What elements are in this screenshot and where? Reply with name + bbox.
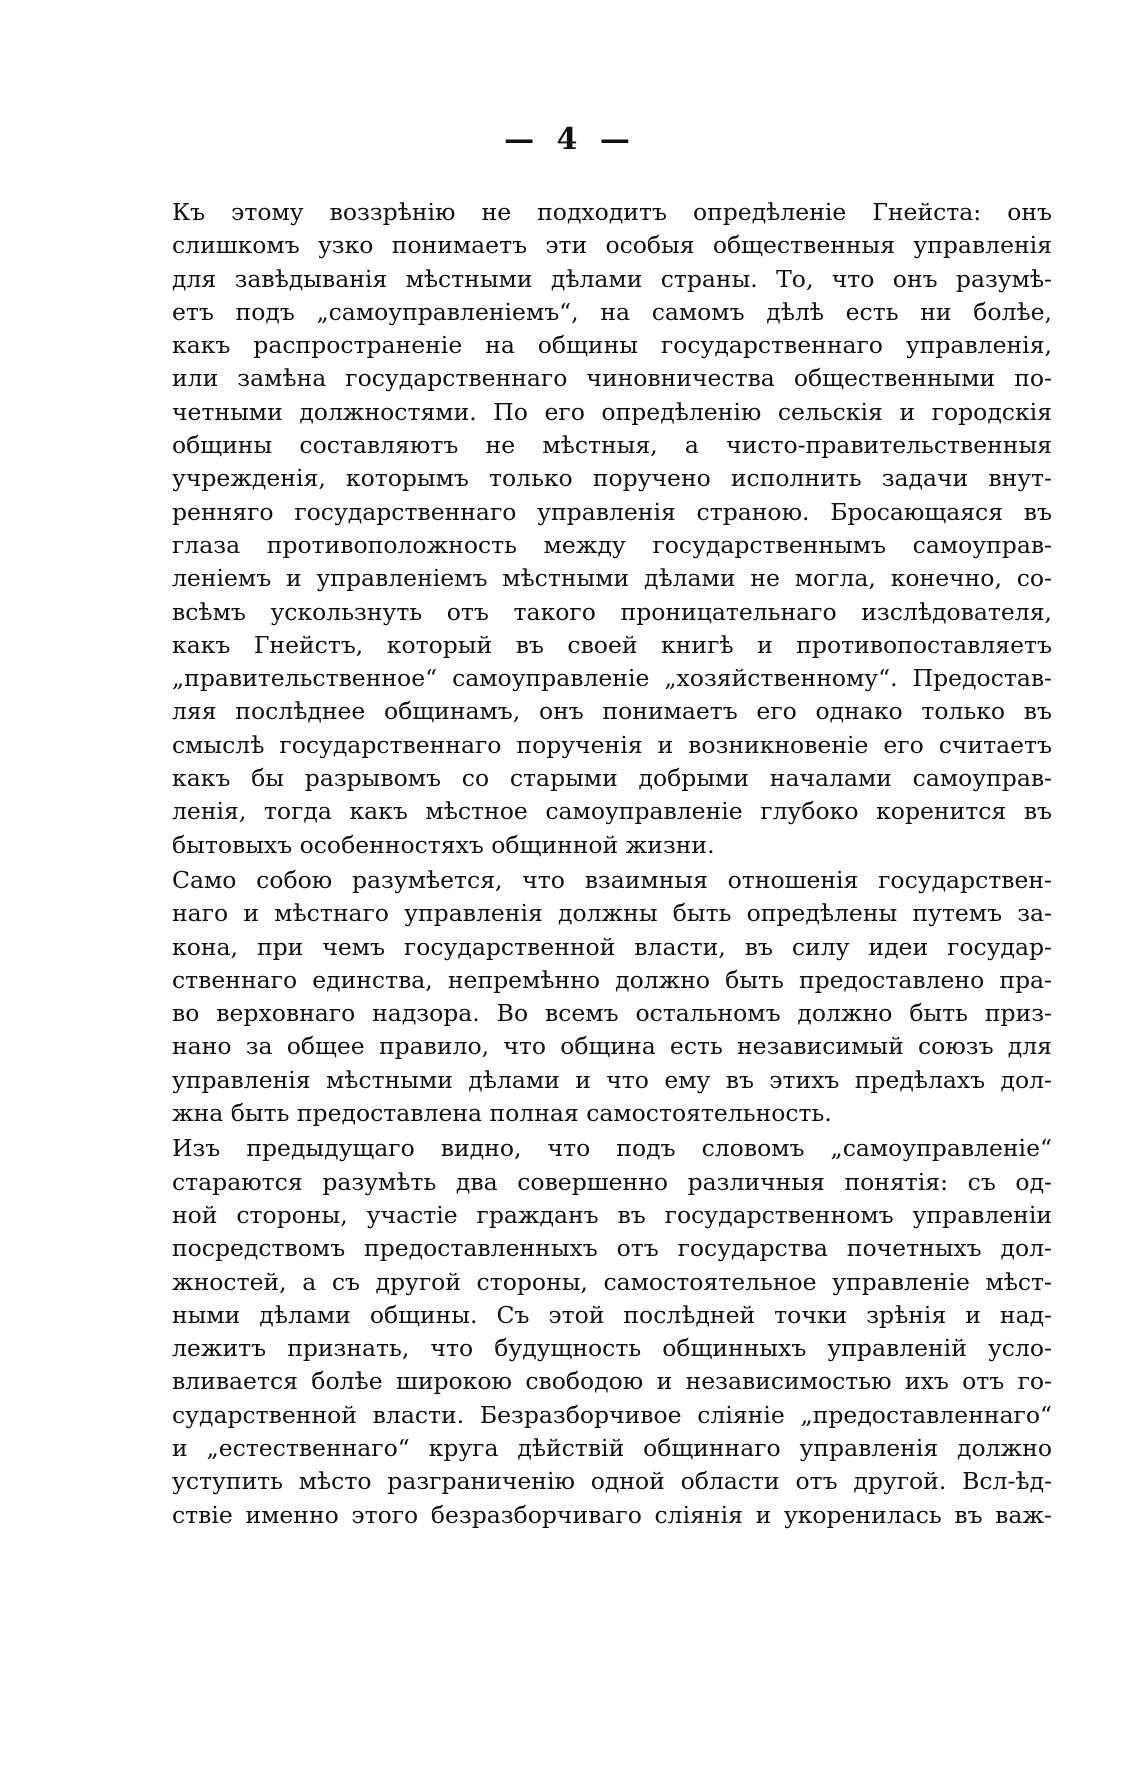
text-line: бытовыхъ особенностяхъ общинной жизни. (172, 830, 715, 859)
text-line: ренняго государственнаго управленія страною. Бросающаяся въ (172, 497, 1052, 526)
text-line: слишкомъ узко понимаетъ эти особыя общественныя управленія (172, 231, 1052, 260)
text-line: ленія, тогда какъ мѣстное самоуправленіе глубоко коренится въ (172, 797, 1052, 826)
paragraph (172, 1132, 1052, 1532)
text-line: какъ бы разрывомъ со старыми добрыми началами самоуправ- (172, 764, 1052, 793)
text-line: и „естественнаго“ круга дѣйствій общиннаго управленія должно (172, 1433, 1052, 1462)
text-line: во верховнаго надзора. Во всемъ остальномъ должно быть приз- (172, 999, 1052, 1028)
text-line: стараются разумѣть два совершенно различныя понятія: съ од- (172, 1167, 1052, 1196)
text-line: вливается болѣе широкою свободою и независимостью ихъ отъ го- (172, 1367, 1052, 1396)
text-line: ной стороны, участіе гражданъ въ государственномъ управленіи (172, 1200, 1052, 1229)
text-line: для завѣдыванія мѣстными дѣлами страны. То, что онъ разумѣ- (172, 264, 1052, 293)
text-line: етъ подъ „самоуправленіемъ“, на самомъ дѣлѣ есть ни болѣе, (172, 297, 1052, 326)
text-line: или замѣна государственнаго чиновничества общественными по- (172, 364, 1052, 393)
text-line: ствіе именно этого безразборчиваго сліянія и укоренилась въ важ- (172, 1500, 1052, 1529)
paragraph (172, 864, 1052, 1130)
text-line: Само собою разумѣется, что взаимныя отношенія государствен- (172, 865, 1052, 894)
text-line: четными должностями. По его опредѣленію сельскія и городскія (172, 397, 1052, 426)
paragraph (172, 196, 1052, 862)
text-line: „правительственное“ самоуправленіе „хозяйственному“. Предостав- (172, 664, 1052, 693)
text-line: Изъ предыдущаго видно, что подъ словомъ „самоуправленіе“ (172, 1134, 1052, 1163)
text-line: кона, при чемъ государственной власти, въ силу идеи государ- (172, 932, 1052, 961)
text-line: жностей, а съ другой стороны, самостоятельное управленіе мѣст- (172, 1267, 1052, 1296)
text-line: какъ распространеніе на общины государственнаго управленія, (172, 331, 1052, 360)
text-line: лежитъ признать, что будущность общинныхъ управленій усло- (172, 1334, 1052, 1363)
text-line: Къ этому воззрѣнію не подходитъ опредѣленіе Гнейста: онъ (172, 198, 1052, 226)
text-line: наго и мѣстнаго управленія должны быть опредѣлены путемъ за- (172, 899, 1052, 928)
text-line: какъ Гнейстъ, который въ своей книгѣ и противопоставляетъ (172, 630, 1052, 659)
text-line: нано за общее правило, что община есть независимый союзъ для (172, 1032, 1052, 1061)
text-line: всѣмъ ускользнуть отъ такого проницательнаго изслѣдователя, (172, 597, 1052, 626)
text-line: уступить мѣсто разграниченію одной области отъ другой. Всл-ѣд- (172, 1467, 1052, 1496)
text-line: учрежденія, которымъ только поручено исполнить задачи внут- (172, 464, 1052, 493)
text-line: глаза противоположность между государственнымъ самоуправ- (172, 530, 1052, 559)
text-line: жна быть предоставлена полная самостоятельность. (172, 1099, 832, 1128)
text-line: смыслѣ государственнаго порученія и возникновеніе его считаетъ (172, 730, 1052, 759)
page-number: — 4 — (504, 122, 636, 157)
text-line: ственнаго единства, непремѣнно должно быть предоставлено пра- (172, 965, 1052, 994)
text-line: леніемъ и управленіемъ мѣстными дѣлами не могла, конечно, со- (172, 564, 1052, 593)
body-text (172, 196, 1052, 1532)
text-line: посредствомъ предоставленныхъ отъ государства почетныхъ дол- (172, 1234, 1052, 1263)
text-line: сударственной власти. Безразборчивое сліяніе „предоставленнаго“ (172, 1400, 1052, 1429)
text-line: ляя послѣднее общинамъ, онъ понимаетъ его однако только въ (172, 697, 1052, 726)
text-line: общины составляютъ не мѣстныя, а чисто-правительственныя (172, 431, 1052, 460)
text-line: управленія мѣстными дѣлами и что ему въ этихъ предѣлахъ дол- (172, 1065, 1052, 1094)
text-line: ными дѣлами общины. Съ этой послѣдней точки зрѣнія и над- (172, 1300, 1052, 1329)
